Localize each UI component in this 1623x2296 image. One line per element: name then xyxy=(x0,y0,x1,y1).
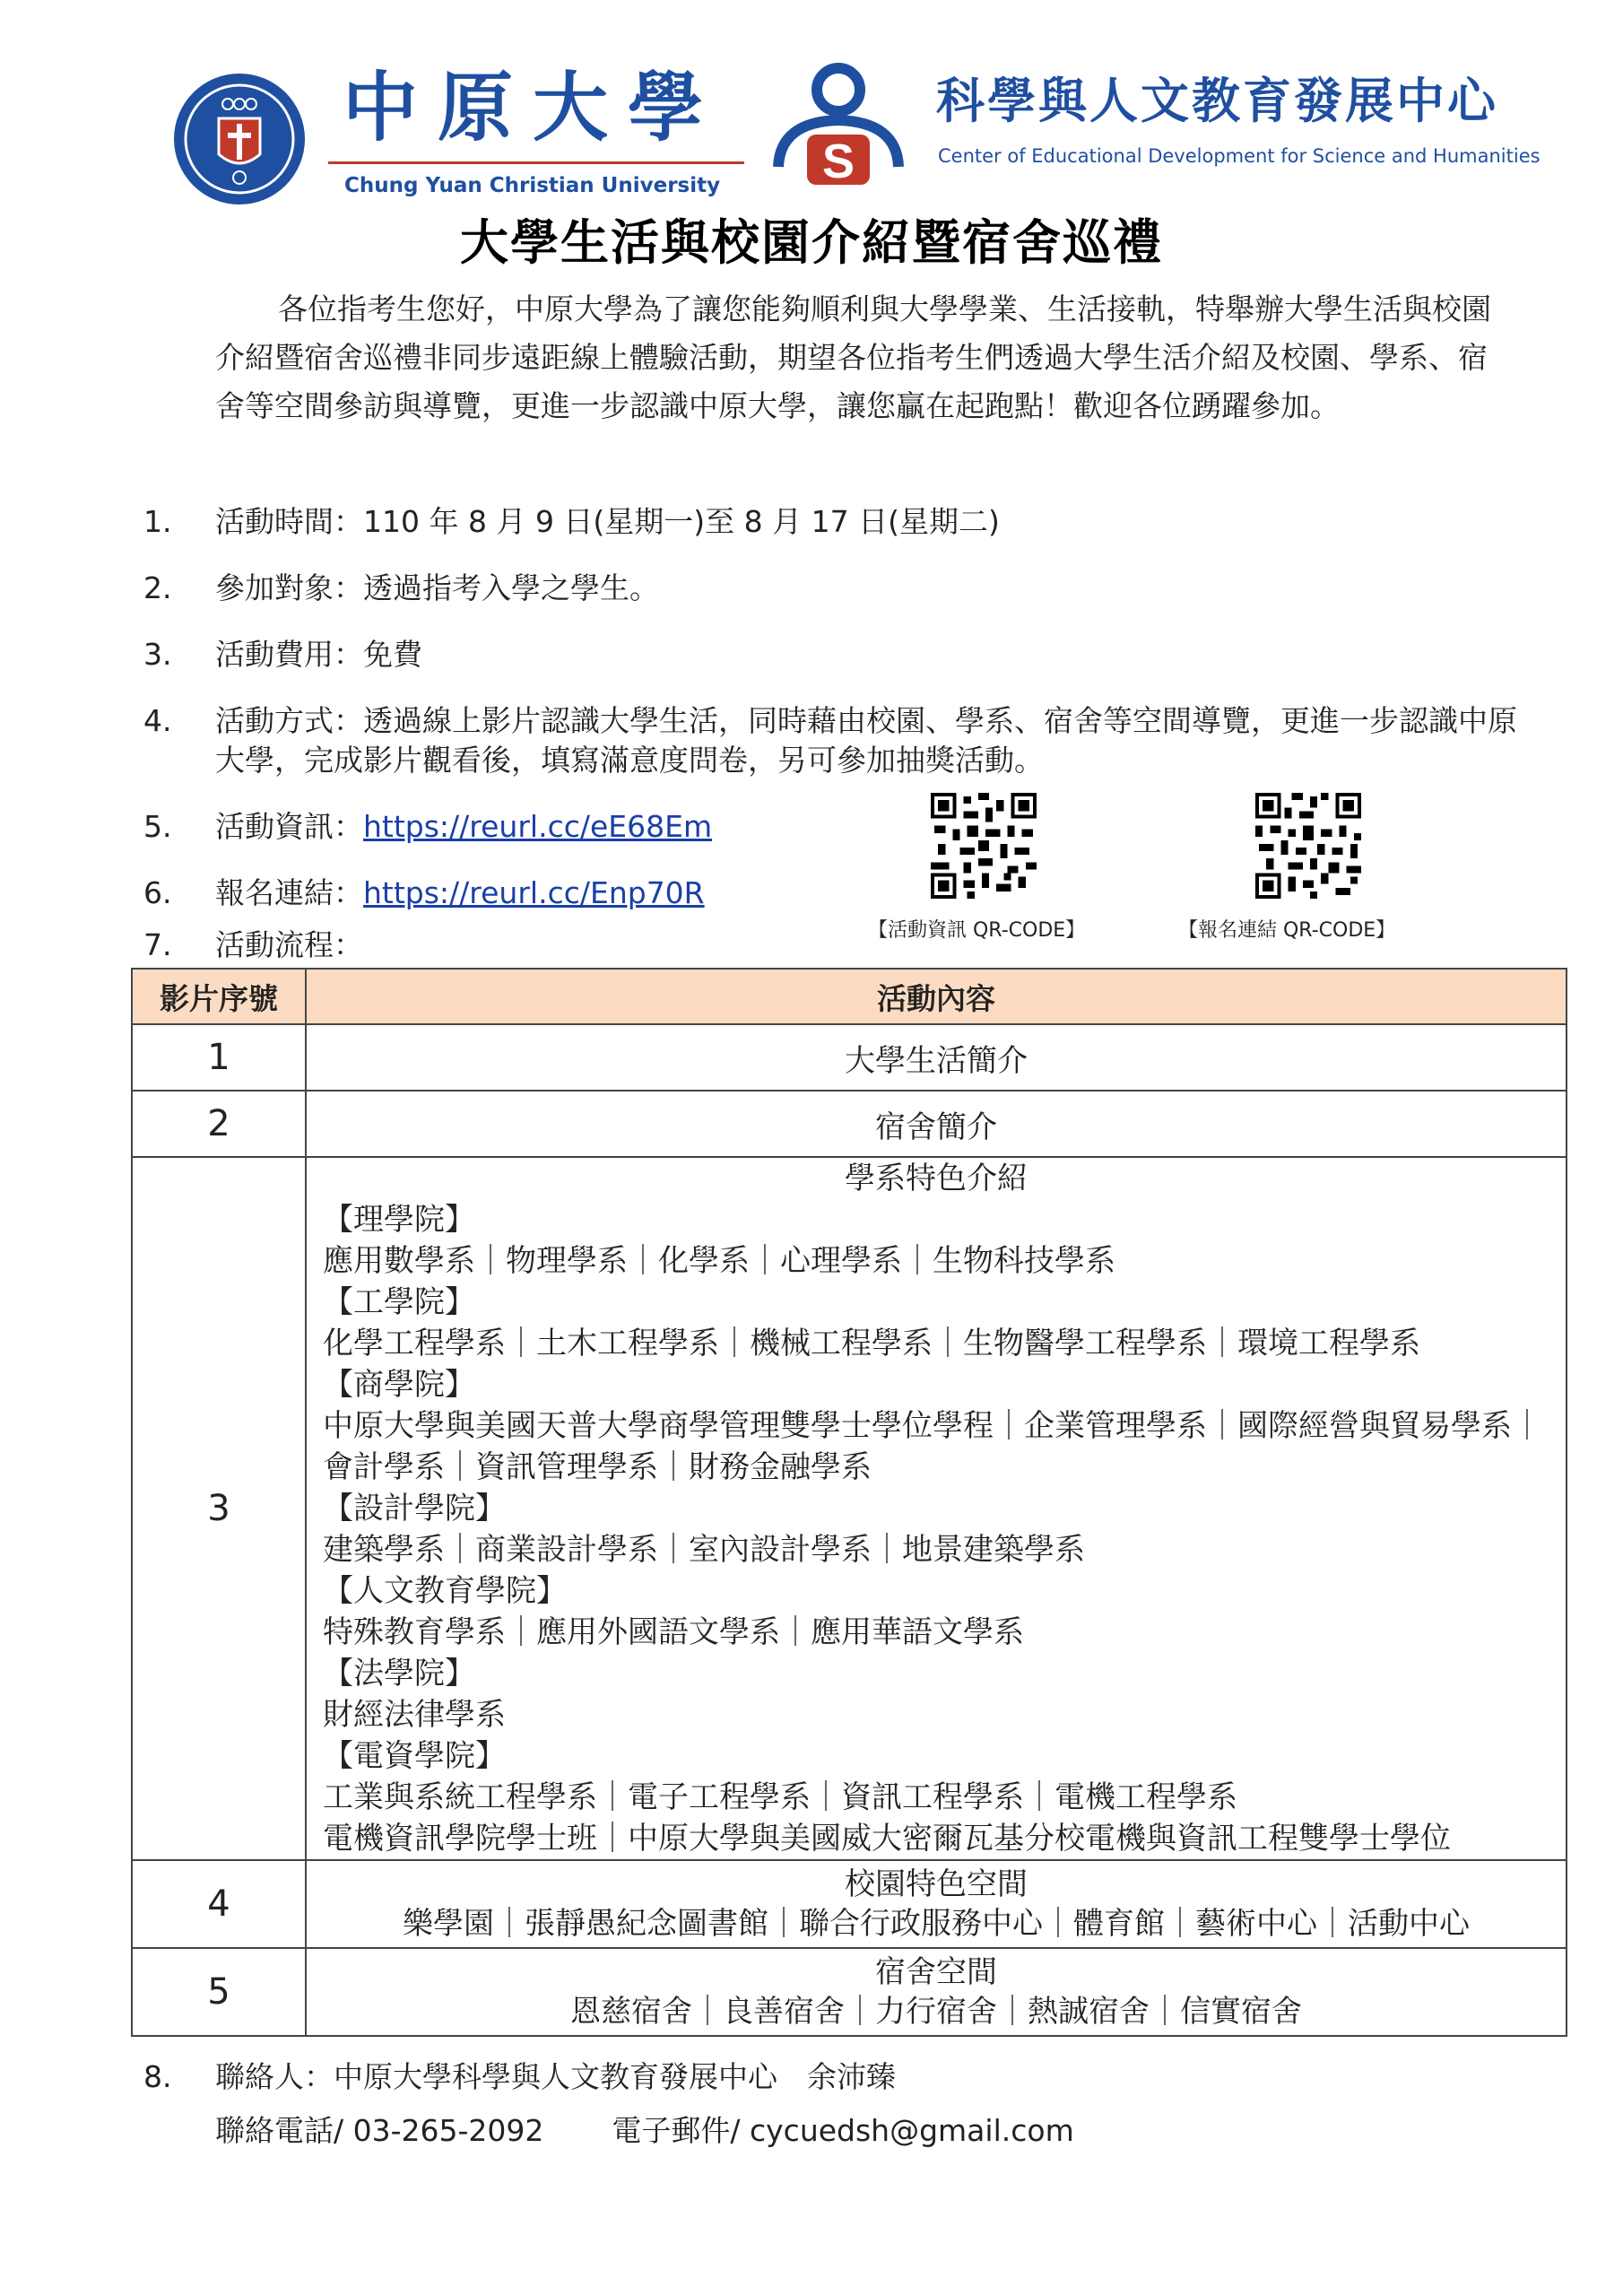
college-line: 【工學院】 xyxy=(323,1284,475,1320)
item-number: 5. xyxy=(143,809,172,844)
cycu-emblem xyxy=(172,72,307,206)
header-divider xyxy=(328,161,744,164)
list-item-time xyxy=(143,502,1000,542)
info-link[interactable]: https://reurl.cc/eE68Em xyxy=(363,809,713,844)
signup-qr-caption: 【報名連結 QR-CODE】 xyxy=(1178,919,1396,942)
item-number: 7. xyxy=(143,927,172,962)
intro-paragraph xyxy=(215,285,1506,430)
list-item-schedule xyxy=(143,926,363,965)
department-line: 工業與系統工程學系｜電子工程學系｜資訊工程學系｜電機工程學系 xyxy=(323,1779,1237,1815)
item-number: 3. xyxy=(143,637,172,672)
header-content: 活動內容 xyxy=(306,969,1567,1024)
signup-qr-code[interactable] xyxy=(1255,793,1361,899)
intro-text: 各位指考生您好，中原大學為了讓您能夠順利與大學學業、生活接軌，特舉辦大學生活與校園介紹暨宿舍巡禮非同步遠距線上體驗活動，期望各位指考生們透過大學生活介紹及校園、學系、宿舍等空間參訪與導覽，更進一步認識中原大學，讓您贏在起跑點！歡迎各位踴躍參加。 xyxy=(215,291,1491,423)
college-line: 【理學院】 xyxy=(323,1202,475,1238)
info-qr-caption: 【活動資訊 QR-CODE】 xyxy=(868,919,1086,942)
item-number: 8. xyxy=(143,2059,172,2094)
department-line: 建築學系｜商業設計學系｜室內設計學系｜地景建築學系 xyxy=(323,1532,1085,1568)
table-row xyxy=(132,1024,1567,1091)
item-text: 活動方式：透過線上影片認識大學生活，同時藉由校園、學系、宿舍等空間導覽，更進一步認識中原大學，完成影片觀看後，填寫滿意度問卷，另可參加抽獎活動。 xyxy=(215,703,1517,778)
college-line: 【設計學院】 xyxy=(323,1491,506,1526)
info-qr-code[interactable] xyxy=(931,793,1037,899)
college-line: 【商學院】 xyxy=(323,1367,475,1403)
svg-text:S: S xyxy=(821,135,855,188)
row-seq: 1 xyxy=(132,1024,306,1091)
item-text: 活動時間：110 年 8 月 9 日(星期一)至 8 月 17 日(星期二) xyxy=(215,504,1000,539)
item-text: 參加對象：透過指考入學之學生。 xyxy=(215,570,659,605)
item-number: 6. xyxy=(143,875,172,910)
item-text: 活動費用：免費 xyxy=(215,637,422,672)
row-detail: 樂學園｜張靜愚紀念圖書館｜聯合行政服務中心｜體育館｜藝術中心｜活動中心 xyxy=(403,1906,1470,1942)
row-detail: 恩慈宿舍｜良善宿舍｜力行宿舍｜熱誠宿舍｜信實宿舍 xyxy=(570,1994,1302,2030)
item-label: 報名連結： xyxy=(215,875,363,910)
row-content: 大學生活簡介 xyxy=(306,1024,1567,1091)
list-item-info xyxy=(143,807,713,847)
contact-person: 聯絡人：中原大學科學與人文教育發展中心 余沛臻 xyxy=(215,2059,896,2094)
college-line: 【法學院】 xyxy=(323,1656,475,1692)
department-line: 化學工程學系｜土木工程學系｜機械工程學系｜生物醫學工程學系｜環境工程學系 xyxy=(323,1326,1420,1361)
college-line: 【電資學院】 xyxy=(323,1738,506,1774)
row-seq: 2 xyxy=(132,1091,306,1157)
item-number: 1. xyxy=(143,504,172,539)
department-line: 中原大學與美國天普大學商學管理雙學士學位學程｜企業管理學系｜國際經營與貿易學系｜會計學系｜資訊管理學系｜財務金融學系 xyxy=(323,1408,1542,1485)
college-line: 【人文教育學院】 xyxy=(323,1573,567,1609)
item-number: 2. xyxy=(143,570,172,605)
item-number: 4. xyxy=(143,703,172,738)
signup-link[interactable]: https://reurl.cc/Enp70R xyxy=(363,875,705,910)
table-row xyxy=(132,1948,1567,2036)
cedsh-name-zh: 科學與人文教育發展中心 xyxy=(936,73,1498,129)
department-line: 應用數學系｜物理學系｜化學系｜心理學系｜生物科技學系 xyxy=(323,1243,1115,1279)
contact-block xyxy=(143,2050,1074,2158)
list-item-audience xyxy=(143,569,659,608)
table-row xyxy=(132,1157,1567,1860)
list-item-signup xyxy=(143,874,705,913)
contact-email: 電子郵件/ cycuedsh@gmail.com xyxy=(612,2113,1074,2148)
schedule-table xyxy=(131,968,1567,2037)
department-line: 特殊教育學系｜應用外國語文學系｜應用華語文學系 xyxy=(323,1614,1024,1650)
page-title: 大學生活與校園介紹暨宿舍巡禮 xyxy=(460,214,1163,271)
row-content xyxy=(306,1860,1567,1948)
row-seq: 4 xyxy=(132,1860,306,1948)
cedsh-logo xyxy=(771,59,906,190)
cedsh-name-en: Center of Educational Development for Science and Humanities xyxy=(938,145,1541,167)
cycu-name-en: Chung Yuan Christian University xyxy=(344,174,721,197)
row-heading: 學系特色介紹 xyxy=(845,1161,1028,1196)
item-label: 活動資訊： xyxy=(215,809,363,844)
table-row xyxy=(132,1091,1567,1157)
row-heading: 校園特色空間 xyxy=(845,1866,1028,1902)
row-seq: 3 xyxy=(132,1157,306,1860)
contact-phone: 聯絡電話/ 03-265-2092 xyxy=(215,2113,544,2148)
cycu-name-zh: 中原大學 xyxy=(343,63,724,152)
table-row xyxy=(132,1860,1567,1948)
item-text: 活動流程： xyxy=(215,927,363,962)
table-header-row xyxy=(132,969,1567,1024)
list-item-method xyxy=(143,701,1517,778)
row-content xyxy=(306,1157,1567,1860)
header-seq: 影片序號 xyxy=(132,969,306,1024)
department-line: 財經法律學系 xyxy=(323,1697,506,1733)
row-content xyxy=(306,1948,1567,2036)
row-heading: 宿舍空間 xyxy=(875,1954,997,1990)
department-line: 電機資訊學院學士班｜中原大學與美國威大密爾瓦基分校電機與資訊工程雙學士學位 xyxy=(323,1821,1451,1857)
row-seq: 5 xyxy=(132,1948,306,2036)
list-item-fee xyxy=(143,635,422,674)
row-content: 宿舍簡介 xyxy=(306,1091,1567,1157)
